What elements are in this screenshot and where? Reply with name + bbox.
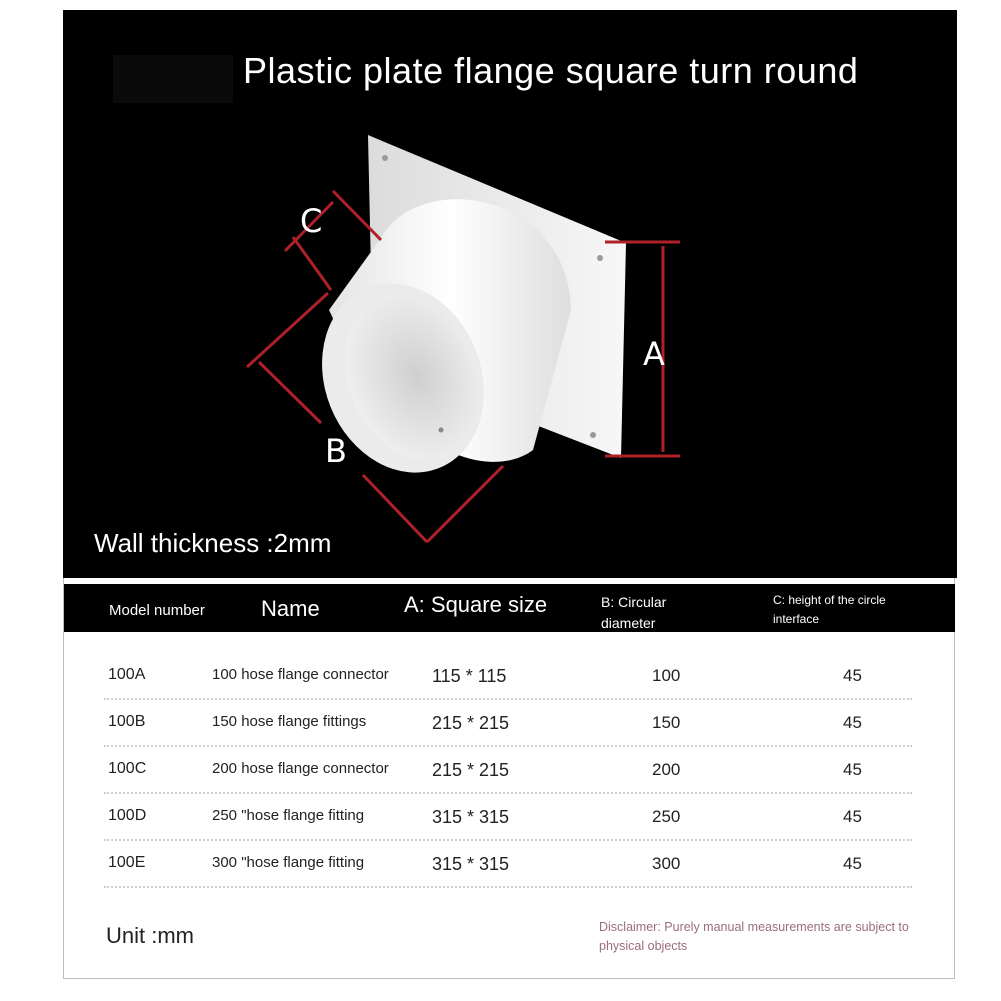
cell-name: 250 "hose flange fitting <box>212 807 365 824</box>
wall-thickness-note: Wall thickness :2mm <box>94 528 332 558</box>
table-row <box>104 652 912 700</box>
cell-model: 100D <box>108 807 147 824</box>
dimension-b-label: B <box>325 432 347 470</box>
page-title: Plastic plate flange square turn round <box>243 50 859 91</box>
cell-height: 45 <box>843 760 862 779</box>
header-square-size: A: Square size <box>404 592 548 617</box>
cell-name: 300 "hose flange fitting <box>212 854 365 871</box>
table-row <box>104 746 912 794</box>
table-row <box>104 793 912 841</box>
cell-name: 200 hose flange connector <box>212 760 389 777</box>
cell-square-size: 115 * 115 <box>432 666 507 686</box>
plate-hole <box>590 432 596 438</box>
cell-height: 45 <box>843 854 862 873</box>
cell-diameter: 150 <box>652 713 681 732</box>
disclaimer-note: Disclaimer: Purely manual measurements are subject to physical objects <box>599 920 909 953</box>
table-header <box>64 584 955 632</box>
cell-name: 150 hose flange fittings <box>212 713 367 730</box>
cell-name: 100 hose flange connector <box>212 666 389 683</box>
cell-diameter: 300 <box>652 854 681 873</box>
cell-square-size: 215 * 215 <box>432 760 510 780</box>
header-circle-height: C: height of the circle interface <box>773 593 886 626</box>
cell-model: 100B <box>108 713 146 730</box>
cell-model: 100E <box>108 854 146 871</box>
cell-square-size: 215 * 215 <box>432 713 510 733</box>
cell-height: 45 <box>843 713 862 732</box>
dimension-b-line <box>247 293 328 367</box>
cell-diameter: 250 <box>652 807 681 826</box>
dimension-b-ext <box>259 362 321 423</box>
table-row <box>104 699 912 747</box>
table-row <box>104 840 912 888</box>
flange-illustration <box>63 10 957 578</box>
dimension-a-label: A <box>643 335 665 373</box>
dimension-c-ext1 <box>293 237 331 290</box>
dimension-c-label: C <box>300 202 323 240</box>
product-photo <box>63 10 957 578</box>
cell-square-size: 315 * 315 <box>432 807 510 827</box>
cell-model: 100C <box>108 760 147 777</box>
cell-model: 100A <box>108 666 146 683</box>
header-model: Model number <box>109 602 205 619</box>
cell-height: 45 <box>843 666 862 685</box>
header-name: Name <box>261 596 320 621</box>
cell-square-size: 315 * 315 <box>432 854 510 874</box>
plate-hole <box>597 255 603 261</box>
cell-diameter: 100 <box>652 666 681 685</box>
plate-hole <box>382 155 388 161</box>
cell-diameter: 200 <box>652 760 681 779</box>
pipe-screw-hole <box>439 428 444 433</box>
header-circular-diameter: B: Circular diameter <box>601 594 667 631</box>
spec-table <box>63 578 955 979</box>
cell-height: 45 <box>843 807 862 826</box>
dimension-b-line2 <box>427 466 503 542</box>
dimension-b-ext2 <box>363 475 427 542</box>
unit-note: Unit :mm <box>106 923 194 948</box>
